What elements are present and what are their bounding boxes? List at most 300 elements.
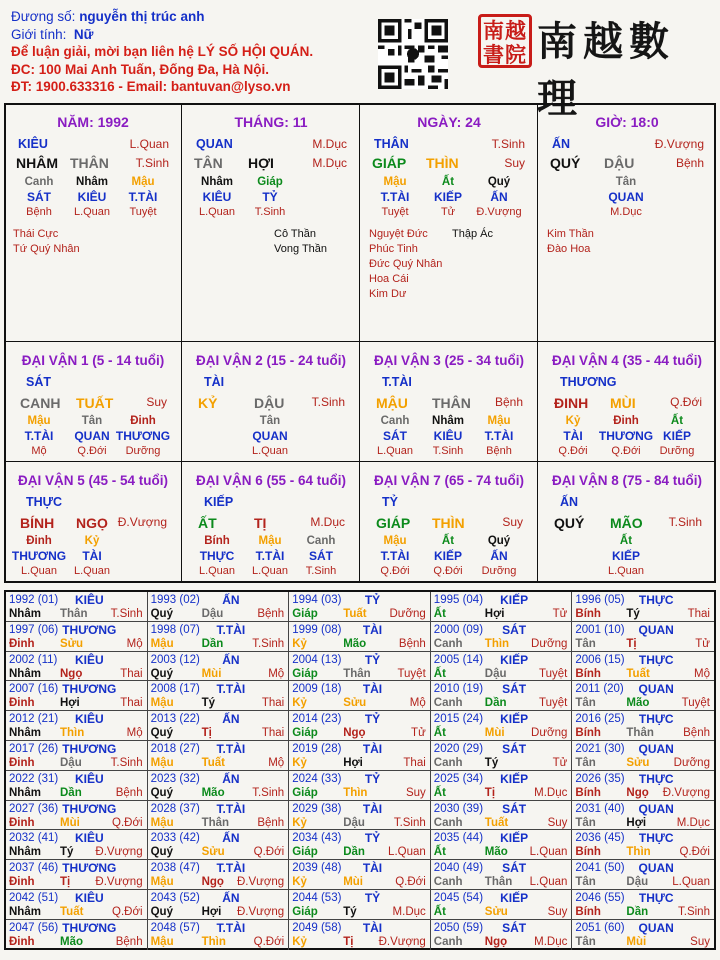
year-stem: Mậu xyxy=(150,935,174,948)
hidden-stem: Canh xyxy=(306,535,336,547)
year-ten-god: ẤN xyxy=(222,831,240,846)
heavenly-stem: MẬU xyxy=(376,395,408,411)
dai-van-title: ĐẠI VẬN 6 (55 - 64 tuổi) xyxy=(195,473,347,488)
dai-van-3 xyxy=(360,342,538,462)
year-cell xyxy=(289,860,431,890)
year-branch: Thân xyxy=(201,816,230,829)
year-stem: Canh xyxy=(433,757,463,769)
year-label: 2021 (30) xyxy=(575,743,625,755)
year-cell xyxy=(6,860,148,890)
year-phase: Đ.Vượng xyxy=(236,906,285,918)
dai-van-4 xyxy=(538,342,716,462)
year-label: 2041 (50) xyxy=(575,862,625,875)
hidden-ten-god: T.TÀI xyxy=(128,190,158,204)
year-cell xyxy=(6,622,148,652)
heavenly-stem: QUÝ xyxy=(550,155,581,171)
hidden-ten-god: THƯƠNG xyxy=(115,429,171,443)
year-branch: Thân xyxy=(626,727,654,740)
year-ten-god: TÀI xyxy=(362,682,383,697)
branch-phase: T.Sinh xyxy=(668,515,702,529)
hidden-stem: Canh xyxy=(380,415,410,427)
year-stem: Bính xyxy=(575,846,601,859)
year-cell xyxy=(6,592,148,622)
year-phase: Tuyệt xyxy=(397,667,426,680)
year-phase: Bệnh xyxy=(257,816,285,829)
year-stem: Nhâm xyxy=(9,846,41,859)
year-cell xyxy=(148,860,290,890)
year-cell xyxy=(289,741,431,771)
year-phase: Đ.Vượng xyxy=(236,876,285,889)
hidden-stem: Ất xyxy=(619,535,633,547)
year-branch: Mão xyxy=(60,935,83,948)
year-branch: Sửu xyxy=(60,637,84,650)
year-branch: Dần xyxy=(343,846,365,859)
year-branch: Thìn xyxy=(60,727,85,740)
hidden-phase: Bệnh xyxy=(26,206,52,218)
year-stem: Mậu xyxy=(150,637,174,650)
year-branch: Sửu xyxy=(626,757,650,769)
hidden-stem: Mậu xyxy=(27,415,51,427)
hidden-phase: L.Quan xyxy=(376,445,414,457)
year-label: 2036 (45) xyxy=(575,832,625,845)
hidden-stem: Ất xyxy=(670,415,684,427)
year-cell xyxy=(572,741,714,771)
year-stem: Canh xyxy=(433,637,463,650)
year-label: 2013 (22) xyxy=(150,713,200,726)
year-branch: Mùi xyxy=(484,727,505,740)
year-label: 1996 (05) xyxy=(575,594,625,606)
year-phase: L.Quan xyxy=(672,876,710,889)
year-ten-god: QUAN xyxy=(638,861,674,876)
hidden-stem: Mậu xyxy=(383,535,407,547)
year-stem: Bính xyxy=(575,608,601,620)
year-label: 1998 (07) xyxy=(150,623,200,636)
year-label: 2042 (51) xyxy=(9,892,59,904)
heavenly-stem: ẤT xyxy=(198,515,217,531)
hidden-phase: Dưỡng xyxy=(659,445,695,457)
year-phase: L.Quan xyxy=(388,846,426,859)
special-star: Cô Thần xyxy=(274,228,316,240)
year-ten-god: THỰC xyxy=(638,771,674,786)
year-label: 2018 (27) xyxy=(150,743,200,755)
hidden-stem: Giáp xyxy=(257,176,283,188)
year-label: 2001 (10) xyxy=(575,623,625,636)
year-phase: Suy xyxy=(547,906,568,918)
year-ten-god: KIẾP xyxy=(500,771,529,786)
year-ten-god: ẤN xyxy=(222,771,240,786)
heavenly-stem: GIÁP xyxy=(372,155,407,171)
year-branch: Tuất xyxy=(343,608,367,620)
dai-van-title: ĐẠI VẬN 1 (5 - 14 tuổi) xyxy=(21,353,165,368)
year-phase: Thai xyxy=(120,697,143,710)
year-phase: M.Dục xyxy=(534,935,568,948)
year-ten-god: SÁT xyxy=(502,920,527,935)
hidden-phase: L.Quan xyxy=(198,206,236,218)
name-line: Đương số: nguyễn thị trúc anh xyxy=(11,9,205,24)
year-ten-god: THỰC xyxy=(638,891,674,905)
year-cell xyxy=(148,652,290,682)
pillar-title: NGÀY: 24 xyxy=(417,114,481,130)
special-star: Vong Thần xyxy=(274,243,328,255)
year-ten-god: TÀI xyxy=(362,622,383,637)
dai-van-1 xyxy=(4,342,182,462)
year-label: 2029 (38) xyxy=(292,802,342,815)
year-cell xyxy=(431,890,573,920)
year-label: 2024 (33) xyxy=(292,772,342,785)
year-label: 2027 (36) xyxy=(9,802,59,815)
year-cell xyxy=(148,711,290,741)
year-stem: Mậu xyxy=(150,697,174,710)
hidden-phase: L.Quan xyxy=(607,565,645,577)
year-ten-god: KIÊU xyxy=(74,652,104,667)
branch-phase: T.Sinh xyxy=(135,156,169,170)
earthly-branch: NGỌ xyxy=(76,515,108,531)
hidden-phase: Mộ xyxy=(31,445,47,457)
hidden-stem: Mậu xyxy=(258,535,282,547)
phone-email-line[interactable]: ĐT: 1900.633316 - Email: bantuvan@lyso.vn xyxy=(11,79,291,94)
hidden-ten-god: SÁT xyxy=(383,429,407,443)
year-phase: Tử xyxy=(695,637,710,650)
year-stem: Tân xyxy=(575,637,596,650)
year-ten-god: THƯƠNG xyxy=(62,682,117,697)
branch-phase: Bệnh xyxy=(494,395,523,409)
year-label: 1994 (03) xyxy=(292,594,342,606)
year-label: 2011 (20) xyxy=(575,683,624,696)
year-stem: Bính xyxy=(575,667,601,680)
year-stem: Kỷ xyxy=(292,757,307,769)
dai-van-title: ĐẠI VẬN 5 (45 - 54 tuổi) xyxy=(17,473,169,488)
earthly-branch: DẬU xyxy=(254,395,285,411)
heavenly-stem: QUÝ xyxy=(554,515,585,531)
year-phase: Đ.Vượng xyxy=(378,935,426,948)
year-phase: Q.Đới xyxy=(112,816,143,829)
hidden-phase: Q.Đới xyxy=(611,445,641,457)
heavenly-stem: BÍNH xyxy=(20,515,55,531)
hidden-phase: L.Quan xyxy=(251,445,289,457)
hidden-ten-god: ẤN xyxy=(490,549,508,563)
year-label: 2014 (23) xyxy=(292,713,342,726)
stem-phase: L.Quan xyxy=(129,137,169,151)
year-phase: Q.Đới xyxy=(395,876,426,889)
year-label: 2017 (26) xyxy=(9,743,59,755)
year-branch: Thân xyxy=(60,608,88,620)
year-label: 1997 (06) xyxy=(9,623,59,636)
year-cell xyxy=(148,622,290,652)
year-stem: Ất xyxy=(433,906,446,918)
hidden-ten-god: KIÊU xyxy=(433,429,463,443)
year-branch: Thìn xyxy=(484,637,510,650)
year-phase: Thai xyxy=(261,727,285,740)
year-ten-god: TỶ xyxy=(364,652,381,667)
year-phase: Mộ xyxy=(126,637,143,650)
hidden-ten-god: KIÊU xyxy=(202,190,232,204)
special-star: Kim Thần xyxy=(547,228,594,240)
year-phase: Tuyệt xyxy=(539,667,568,680)
year-stem: Ất xyxy=(433,846,446,859)
branch-phase: Suy xyxy=(146,395,167,409)
year-ten-god: SÁT xyxy=(502,742,527,756)
year-stem: Đinh xyxy=(9,876,35,889)
hidden-ten-god: QUAN xyxy=(608,190,644,204)
hidden-stem: Canh xyxy=(24,176,54,188)
year-ten-god: SÁT xyxy=(502,682,527,697)
year-phase: Bệnh xyxy=(257,608,285,620)
year-cell xyxy=(431,622,573,652)
year-ten-god: KIÊU xyxy=(74,712,104,727)
dai-van-title: ĐẠI VẬN 3 (25 - 34 tuổi) xyxy=(373,353,525,368)
year-label: 2008 (17) xyxy=(150,683,200,696)
earthly-branch: TỊ xyxy=(254,515,267,531)
year-ten-god: T.TÀI xyxy=(216,622,246,637)
year-cell xyxy=(289,890,431,920)
earthly-branch: THÂN xyxy=(70,155,109,171)
year-label: 2048 (57) xyxy=(150,921,200,934)
year-branch: Tị xyxy=(201,727,212,740)
special-star: Tứ Quý Nhân xyxy=(13,243,80,255)
year-label: 2046 (55) xyxy=(575,892,625,904)
year-cell xyxy=(148,830,290,860)
hidden-ten-god: T.TÀI xyxy=(24,429,54,443)
special-star: Thập Ác xyxy=(452,228,493,240)
year-ten-god: KIÊU xyxy=(74,593,104,607)
seal-char: 南 xyxy=(483,18,505,43)
brand-logo: 南越數理 xyxy=(537,18,675,122)
year-stem: Đinh xyxy=(9,697,35,710)
hidden-ten-god: TÀI xyxy=(563,429,583,443)
year-phase: T.Sinh xyxy=(110,757,143,769)
pillar-day xyxy=(360,103,538,342)
year-stem: Giáp xyxy=(292,667,318,680)
year-ten-god: KIẾP xyxy=(500,712,529,727)
year-stem: Quý xyxy=(150,608,173,620)
year-ten-god: THƯƠNG xyxy=(62,861,117,876)
year-ten-god: SÁT xyxy=(502,801,527,816)
year-ten-god: TỶ xyxy=(364,712,381,727)
year-ten-god: QUAN xyxy=(638,742,674,756)
year-cell xyxy=(289,652,431,682)
year-branch: Tị xyxy=(343,935,354,948)
year-stem: Nhâm xyxy=(9,906,41,918)
heavenly-stem: KỶ xyxy=(198,395,218,411)
year-cell xyxy=(572,830,714,860)
year-branch: Thìn xyxy=(201,935,226,948)
year-stem: Kỷ xyxy=(292,876,307,889)
year-label: 2028 (37) xyxy=(150,802,200,815)
year-label: 2009 (18) xyxy=(292,683,342,696)
year-cell xyxy=(431,860,573,890)
year-label: 1992 (01) xyxy=(9,594,59,606)
hidden-ten-god: SÁT xyxy=(27,190,51,204)
year-label: 2003 (12) xyxy=(150,653,200,666)
year-stem: Đinh xyxy=(9,935,35,948)
hidden-stem: Kỷ xyxy=(84,535,100,547)
hidden-phase: Bệnh xyxy=(486,445,512,457)
year-stem: Canh xyxy=(433,697,463,710)
year-stem: Tân xyxy=(575,876,596,889)
year-stem: Ất xyxy=(433,786,446,799)
year-cell xyxy=(148,920,290,950)
year-branch: Hợi xyxy=(201,906,222,918)
hidden-phase: Q.Đới xyxy=(433,565,463,577)
year-label: 2004 (13) xyxy=(292,653,342,666)
heavenly-stem: NHÂM xyxy=(16,155,58,171)
hidden-phase: Q.Đới xyxy=(380,565,410,577)
pillar-title: NĂM: 1992 xyxy=(57,114,129,130)
year-branch: Dần xyxy=(626,906,649,918)
year-ten-god: T.TÀI xyxy=(216,801,246,816)
branch-phase: M.Dục xyxy=(312,156,347,170)
pillar-month xyxy=(182,103,360,342)
dai-van-ten-god: THỰC xyxy=(26,495,63,509)
year-phase: Q.Đới xyxy=(679,846,710,859)
year-phase: T.Sinh xyxy=(252,786,285,799)
year-branch: Tý xyxy=(201,697,216,710)
seal-logo xyxy=(478,14,532,68)
year-phase: Suy xyxy=(547,816,568,829)
heavenly-stem: TÂN xyxy=(194,155,223,171)
year-branch: Hợi xyxy=(484,608,505,620)
hidden-ten-god: ẤN xyxy=(490,190,508,204)
year-ten-god: SÁT xyxy=(502,861,527,876)
year-phase: Thai xyxy=(120,667,143,680)
hidden-ten-god: T.TÀI xyxy=(380,190,410,204)
year-ten-god: KIẾP xyxy=(500,652,529,667)
hidden-stem: Mậu xyxy=(131,176,155,188)
hidden-phase: Dưỡng xyxy=(125,445,161,457)
hidden-stem: Tân xyxy=(259,415,281,427)
year-phase: Tuyệt xyxy=(539,697,568,710)
year-stem: Quý xyxy=(150,846,173,859)
year-branch: Dậu xyxy=(201,608,224,620)
hidden-phase: Dưỡng xyxy=(481,565,517,577)
year-branch: Ngọ xyxy=(626,786,649,799)
year-branch: Tị xyxy=(626,637,637,650)
year-label: 2043 (52) xyxy=(150,892,200,904)
dai-van-7 xyxy=(360,462,538,583)
year-phase: T.Sinh xyxy=(678,906,710,918)
hidden-stem: Ất xyxy=(441,535,455,547)
year-ten-god: ẤN xyxy=(222,712,240,727)
year-stem: Bính xyxy=(575,727,601,740)
year-branch: Mùi xyxy=(343,876,363,889)
year-ten-god: QUAN xyxy=(638,682,674,697)
hidden-stem: Quý xyxy=(487,176,511,188)
branch-phase: M.Dục xyxy=(310,515,345,529)
year-phase: Q.Đới xyxy=(112,906,143,918)
yearly-table xyxy=(4,590,716,950)
year-stem: Nhâm xyxy=(9,727,41,740)
year-label: 2010 (19) xyxy=(433,683,484,696)
hidden-phase: Tuyệt xyxy=(129,206,157,218)
hidden-ten-god: THƯƠNG xyxy=(11,549,67,563)
year-phase: Mộ xyxy=(409,697,426,710)
year-branch: Hợi xyxy=(60,697,80,710)
special-star: Phúc Tinh xyxy=(369,243,418,255)
year-label: 2044 (53) xyxy=(292,892,342,904)
year-cell xyxy=(431,652,573,682)
year-phase: Q.Đới xyxy=(253,935,285,948)
year-phase: T.Sinh xyxy=(110,608,143,620)
year-ten-god: KIÊU xyxy=(74,891,104,905)
year-ten-god: TỶ xyxy=(364,891,381,905)
hidden-phase: Q.Đới xyxy=(77,445,107,457)
year-label: 2002 (11) xyxy=(9,653,58,666)
address-line: ĐC: 100 Mai Anh Tuấn, Đống Đa, Hà Nội. xyxy=(11,61,270,77)
earthly-branch: THÌN xyxy=(426,155,459,171)
branch-phase: Đ.Vượng xyxy=(117,515,167,529)
year-branch: Mùi xyxy=(626,935,647,948)
year-phase: Bệnh xyxy=(683,727,710,740)
hidden-phase: T.Sinh xyxy=(432,445,464,457)
year-branch: Ngọ xyxy=(60,667,83,680)
dai-van-title: ĐẠI VẬN 8 (75 - 84 tuổi) xyxy=(551,473,703,488)
year-ten-god: TÀI xyxy=(362,920,383,935)
year-branch: Mùi xyxy=(60,816,80,829)
year-cell xyxy=(148,681,290,711)
year-ten-god: QUAN xyxy=(638,622,674,637)
year-stem: Quý xyxy=(150,667,173,680)
dai-van-6 xyxy=(182,462,360,583)
year-cell xyxy=(572,920,714,950)
year-label: 2026 (35) xyxy=(575,772,625,785)
special-star: Nguyệt Đức xyxy=(369,228,428,240)
branch-phase: Q.Đới xyxy=(670,395,702,409)
hidden-ten-god: TÀI xyxy=(82,549,102,563)
hidden-ten-god: QUAN xyxy=(252,429,288,443)
year-cell xyxy=(6,801,148,831)
year-ten-god: QUAN xyxy=(638,801,674,816)
seal-char: 越 xyxy=(505,18,527,43)
year-phase: Mộ xyxy=(268,757,285,769)
year-phase: Mộ xyxy=(268,667,285,680)
hidden-stem: Mậu xyxy=(383,176,407,188)
year-branch: Thìn xyxy=(626,846,651,859)
year-ten-god: T.TÀI xyxy=(216,861,246,876)
hidden-stem: Tân xyxy=(615,176,637,188)
branch-phase: T.Sinh xyxy=(311,395,345,409)
year-ten-god: KIẾP xyxy=(500,891,529,905)
year-phase: M.Dục xyxy=(676,816,710,829)
header-info xyxy=(11,8,313,96)
year-branch: Dậu xyxy=(626,876,649,889)
year-phase: Bệnh xyxy=(398,637,426,650)
year-branch: Hợi xyxy=(343,757,363,769)
year-phase: Dưỡng xyxy=(531,637,568,650)
year-ten-god: KIÊU xyxy=(74,771,104,786)
year-cell xyxy=(6,652,148,682)
year-phase: T.Sinh xyxy=(252,637,285,650)
dai-van-2 xyxy=(182,342,360,462)
year-branch: Thân xyxy=(484,876,513,889)
earthly-branch: THÂN xyxy=(432,395,471,411)
year-stem: Nhâm xyxy=(9,667,41,680)
year-phase: Mộ xyxy=(126,727,143,740)
year-cell xyxy=(289,801,431,831)
year-label: 2030 (39) xyxy=(433,802,484,815)
year-ten-god: KIẾP xyxy=(500,593,529,607)
hidden-stem: Ất xyxy=(441,176,455,188)
year-phase: Tử xyxy=(552,757,568,769)
stem-phase: Đ.Vượng xyxy=(654,137,704,151)
year-stem: Bính xyxy=(575,906,601,918)
year-branch: Ngọ xyxy=(343,727,366,740)
year-stem: Quý xyxy=(150,786,173,799)
heavenly-stem: ĐINH xyxy=(554,395,589,411)
hidden-stem: Nhâm xyxy=(76,176,108,188)
year-stem: Canh xyxy=(433,876,463,889)
year-cell xyxy=(431,592,573,622)
year-cell xyxy=(6,711,148,741)
